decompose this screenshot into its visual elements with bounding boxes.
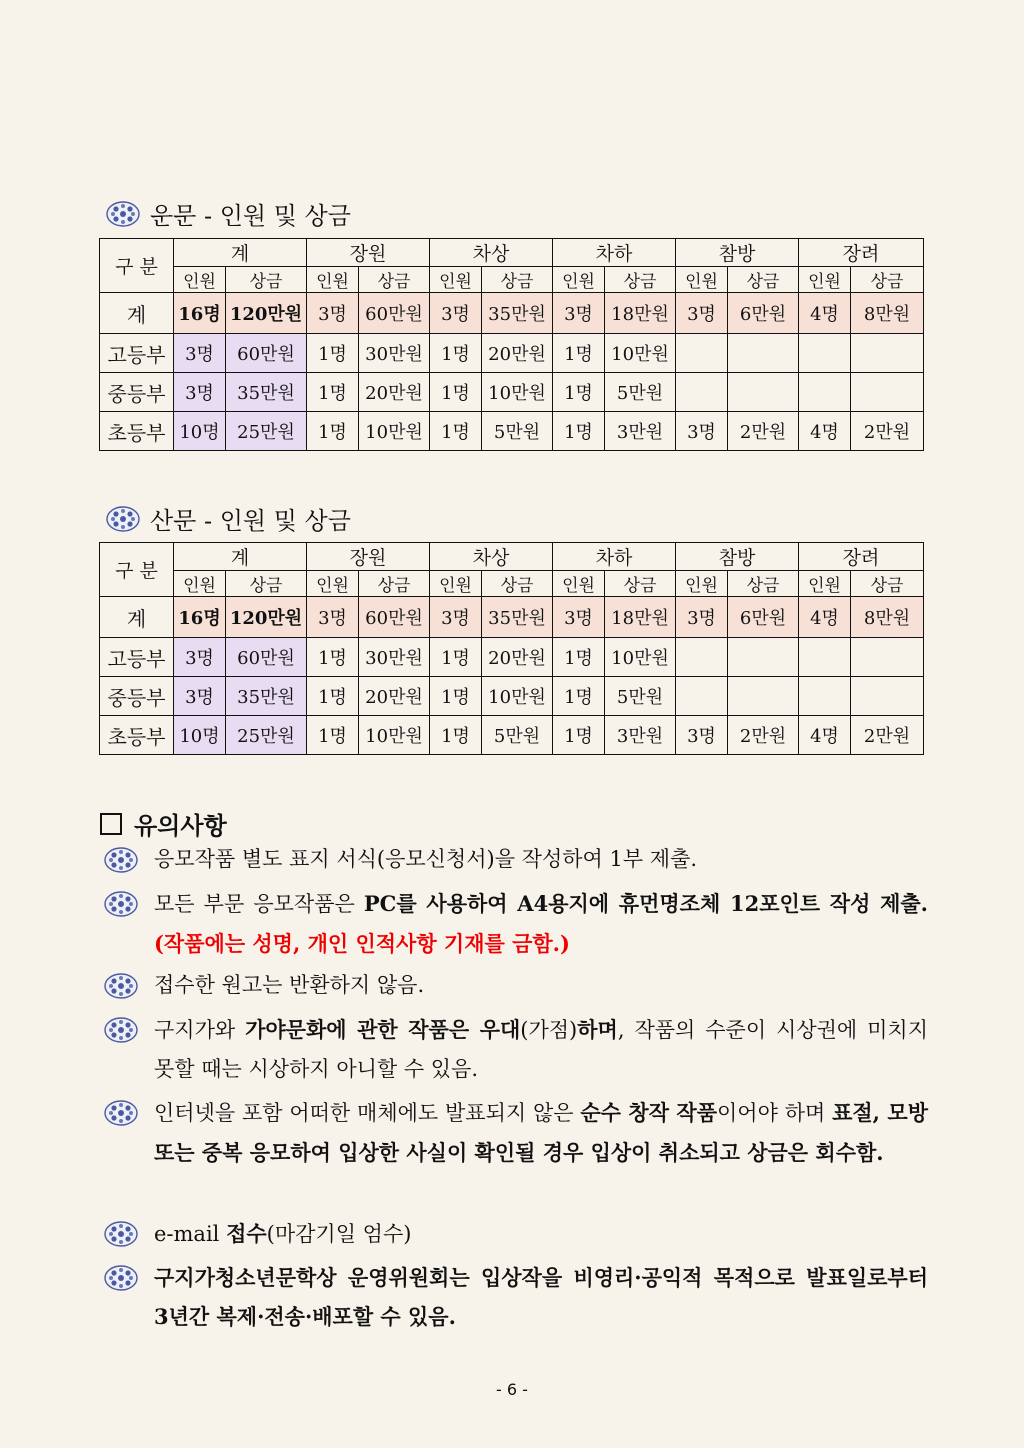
count-header: 인원 bbox=[430, 267, 482, 293]
table-cell: 3명 bbox=[307, 293, 359, 334]
table-cell: 10만원 bbox=[359, 412, 430, 451]
table-cell: 1명 bbox=[430, 677, 482, 716]
count-header: 인원 bbox=[553, 571, 605, 597]
table-cell: 18만원 bbox=[605, 597, 676, 638]
table-cell bbox=[728, 677, 799, 716]
table-cell: 4명 bbox=[799, 293, 851, 334]
award-group-header: 차상 bbox=[430, 239, 553, 267]
table-cell bbox=[728, 334, 799, 373]
table-cell: 3만원 bbox=[605, 716, 676, 755]
note-6 bbox=[104, 1214, 928, 1254]
notes-title: 유의사항 bbox=[100, 806, 227, 841]
table-cell: 25만원 bbox=[226, 412, 307, 451]
count-header: 인원 bbox=[307, 267, 359, 293]
table-cell: 3명 bbox=[307, 597, 359, 638]
table-cell: 4명 bbox=[799, 716, 851, 755]
flower-bullet-icon bbox=[104, 1265, 138, 1291]
prize-header: 상금 bbox=[851, 571, 924, 597]
count-header: 인원 bbox=[430, 571, 482, 597]
table-cell: 20만원 bbox=[359, 677, 430, 716]
table-cell: 1명 bbox=[307, 373, 359, 412]
note-7 bbox=[104, 1258, 928, 1336]
table-cell: 1명 bbox=[430, 638, 482, 677]
table-cell bbox=[676, 373, 728, 412]
note-text: 접수한 원고는 반환하지 않음. bbox=[154, 973, 425, 997]
table-cell: 60만원 bbox=[359, 293, 430, 334]
flower-bullet-icon bbox=[106, 506, 140, 532]
table-cell: 1명 bbox=[553, 412, 605, 451]
table-row bbox=[100, 597, 924, 638]
table-cell: 20만원 bbox=[482, 638, 553, 677]
award-group-header: 참방 bbox=[676, 239, 799, 267]
table-cell bbox=[728, 373, 799, 412]
row-label: 고등부 bbox=[100, 638, 174, 677]
flower-bullet-icon bbox=[104, 1100, 138, 1126]
award-group-header: 장원 bbox=[307, 239, 430, 267]
table-cell: 10만원 bbox=[482, 373, 553, 412]
table-cell: 20만원 bbox=[482, 334, 553, 373]
table-row bbox=[100, 412, 924, 451]
award-group-header: 차상 bbox=[430, 543, 553, 571]
table-cell: 25만원 bbox=[226, 716, 307, 755]
table-cell: 2만원 bbox=[728, 716, 799, 755]
page-number: - 6 - bbox=[496, 1380, 528, 1399]
table-cell bbox=[728, 638, 799, 677]
table-cell: 1명 bbox=[553, 677, 605, 716]
row-label: 계 bbox=[100, 597, 174, 638]
prize-header: 상금 bbox=[359, 267, 430, 293]
table-cell: 120만원 bbox=[226, 597, 307, 638]
table-row bbox=[100, 293, 924, 334]
table-cell: 10만원 bbox=[605, 334, 676, 373]
note-3 bbox=[104, 966, 928, 1005]
table-cell: 4명 bbox=[799, 412, 851, 451]
award-group-header: 계 bbox=[174, 239, 307, 267]
award-group-header: 차하 bbox=[553, 543, 676, 571]
table-cell: 3명 bbox=[174, 677, 226, 716]
note-text: 구지가청소년문학상 운영위원회는 입상작을 비영리·공익적 목적으로 발표일로부터 3년간 복제·전송·배포할 수 있음. bbox=[154, 1265, 928, 1329]
table-cell: 35만원 bbox=[226, 373, 307, 412]
note-text: 모든 부문 응모작품은 PC를 사용하여 A4용지에 휴먼명조체 12포인트 작성 제출. (작품에는 성명, 개인 인적사항 기재를 금함.) bbox=[154, 891, 928, 956]
row-label: 초등부 bbox=[100, 412, 174, 451]
table-cell bbox=[799, 638, 851, 677]
table-cell: 30만원 bbox=[359, 638, 430, 677]
note-text: 구지가와 가야문화에 관한 작품은 우대(가점)하며, 작품의 수준이 시상권에 미치지 못할 때는 시상하지 아니할 수 있음. bbox=[154, 1017, 928, 1081]
table-cell: 2만원 bbox=[728, 412, 799, 451]
count-header: 인원 bbox=[799, 267, 851, 293]
table-row bbox=[100, 716, 924, 755]
table-cell: 1명 bbox=[307, 638, 359, 677]
count-header: 인원 bbox=[174, 571, 226, 597]
table-cell: 35만원 bbox=[482, 293, 553, 334]
table-cell: 35만원 bbox=[226, 677, 307, 716]
note-1 bbox=[104, 840, 928, 879]
table-cell: 5만원 bbox=[605, 373, 676, 412]
count-header: 인원 bbox=[676, 571, 728, 597]
table-cell: 6만원 bbox=[728, 293, 799, 334]
table-cell: 10명 bbox=[174, 412, 226, 451]
table-cell: 120만원 bbox=[226, 293, 307, 334]
award-group-header: 차하 bbox=[553, 239, 676, 267]
prize-header: 상금 bbox=[728, 571, 799, 597]
table-cell: 1명 bbox=[307, 412, 359, 451]
table-cell: 3명 bbox=[174, 334, 226, 373]
table-cell bbox=[799, 373, 851, 412]
note-4 bbox=[104, 1010, 928, 1089]
table-cell: 5만원 bbox=[482, 716, 553, 755]
table-cell bbox=[851, 334, 924, 373]
flower-bullet-icon bbox=[104, 847, 138, 873]
award-group-header: 장원 bbox=[307, 543, 430, 571]
count-header: 인원 bbox=[676, 267, 728, 293]
prize-header: 상금 bbox=[605, 571, 676, 597]
table-cell bbox=[851, 373, 924, 412]
table-cell: 3명 bbox=[676, 412, 728, 451]
table-cell: 3명 bbox=[430, 293, 482, 334]
table-cell: 35만원 bbox=[482, 597, 553, 638]
note-5 bbox=[104, 1093, 928, 1173]
table-cell: 3만원 bbox=[605, 412, 676, 451]
table-cell: 10만원 bbox=[359, 716, 430, 755]
prize-header: 상금 bbox=[851, 267, 924, 293]
table-row bbox=[100, 677, 924, 716]
table-cell: 6만원 bbox=[728, 597, 799, 638]
table-cell bbox=[676, 334, 728, 373]
table-cell bbox=[676, 677, 728, 716]
table-cell: 1명 bbox=[430, 334, 482, 373]
table-cell: 5만원 bbox=[605, 677, 676, 716]
table-cell: 3명 bbox=[676, 716, 728, 755]
table-cell: 1명 bbox=[430, 373, 482, 412]
table-cell: 10명 bbox=[174, 716, 226, 755]
row-label: 초등부 bbox=[100, 716, 174, 755]
table-cell: 3명 bbox=[553, 597, 605, 638]
table-cell: 1명 bbox=[553, 334, 605, 373]
table-cell: 3명 bbox=[430, 597, 482, 638]
poetry-prize-table bbox=[99, 238, 924, 451]
note-text: 응모작품 별도 표지 서식(응모신청서)을 작성하여 1부 제출. bbox=[154, 847, 698, 871]
award-group-header: 장려 bbox=[799, 239, 924, 267]
table-cell: 8만원 bbox=[851, 293, 924, 334]
prize-header: 상금 bbox=[728, 267, 799, 293]
table-cell: 16명 bbox=[174, 597, 226, 638]
table-row bbox=[100, 373, 924, 412]
table-row bbox=[100, 638, 924, 677]
table-cell: 3명 bbox=[174, 638, 226, 677]
table-cell: 3명 bbox=[174, 373, 226, 412]
table-cell: 16명 bbox=[174, 293, 226, 334]
table-cell: 4명 bbox=[799, 597, 851, 638]
checkbox-square-icon bbox=[100, 813, 122, 835]
count-header: 인원 bbox=[799, 571, 851, 597]
table-cell bbox=[851, 677, 924, 716]
table-cell: 1명 bbox=[553, 373, 605, 412]
table-cell: 1명 bbox=[553, 638, 605, 677]
table-cell: 30만원 bbox=[359, 334, 430, 373]
count-header: 인원 bbox=[307, 571, 359, 597]
prize-header: 상금 bbox=[359, 571, 430, 597]
award-group-header: 계 bbox=[174, 543, 307, 571]
flower-bullet-icon bbox=[104, 891, 138, 917]
table-cell: 60만원 bbox=[226, 638, 307, 677]
flower-bullet-icon bbox=[104, 1017, 138, 1043]
row-label: 중등부 bbox=[100, 373, 174, 412]
table-cell: 3명 bbox=[676, 293, 728, 334]
table-cell: 1명 bbox=[307, 716, 359, 755]
prize-header: 상금 bbox=[226, 267, 307, 293]
note-2 bbox=[104, 884, 928, 964]
table-cell: 1명 bbox=[307, 334, 359, 373]
count-header: 인원 bbox=[553, 267, 605, 293]
table-cell: 60만원 bbox=[226, 334, 307, 373]
count-header: 인원 bbox=[174, 267, 226, 293]
flower-bullet-icon bbox=[104, 973, 138, 999]
table-row bbox=[100, 334, 924, 373]
award-group-header: 참방 bbox=[676, 543, 799, 571]
table-cell: 1명 bbox=[553, 716, 605, 755]
table-cell: 18만원 bbox=[605, 293, 676, 334]
table-cell: 1명 bbox=[430, 716, 482, 755]
table-cell: 60만원 bbox=[359, 597, 430, 638]
table-cell: 20만원 bbox=[359, 373, 430, 412]
table-cell bbox=[799, 334, 851, 373]
table-cell: 3명 bbox=[676, 597, 728, 638]
table-cell bbox=[851, 638, 924, 677]
table-cell: 10만원 bbox=[482, 677, 553, 716]
award-group-header: 장려 bbox=[799, 543, 924, 571]
prize-header: 상금 bbox=[605, 267, 676, 293]
note-text: e-mail 접수(마감기일 엄수) bbox=[154, 1221, 412, 1246]
table-cell: 1명 bbox=[307, 677, 359, 716]
prose-section-title: 산문 - 인원 및 상금 bbox=[106, 501, 351, 536]
table-cell bbox=[676, 638, 728, 677]
poetry-section-title: 운문 - 인원 및 상금 bbox=[106, 196, 351, 231]
prize-header: 상금 bbox=[482, 267, 553, 293]
table-cell bbox=[799, 677, 851, 716]
table-cell: 2만원 bbox=[851, 716, 924, 755]
row-label: 계 bbox=[100, 293, 174, 334]
table-cell: 5만원 bbox=[482, 412, 553, 451]
row-label: 중등부 bbox=[100, 677, 174, 716]
prose-prize-table bbox=[99, 542, 924, 755]
flower-bullet-icon bbox=[104, 1221, 138, 1247]
category-header: 구 분 bbox=[100, 239, 174, 293]
prize-header: 상금 bbox=[482, 571, 553, 597]
note-text: 인터넷을 포함 어떠한 매체에도 발표되지 않은 순수 창작 작품이어야 하며 표절, 모방 또는 중복 응모하여 입상한 사실이 확인될 경우 입상이 취소되고 상금은 회수함. bbox=[154, 1100, 929, 1165]
table-cell: 1명 bbox=[430, 412, 482, 451]
table-cell: 8만원 bbox=[851, 597, 924, 638]
row-label: 고등부 bbox=[100, 334, 174, 373]
table-cell: 10만원 bbox=[605, 638, 676, 677]
table-cell: 3명 bbox=[553, 293, 605, 334]
table-cell: 2만원 bbox=[851, 412, 924, 451]
prize-header: 상금 bbox=[226, 571, 307, 597]
flower-bullet-icon bbox=[106, 201, 140, 227]
category-header: 구 분 bbox=[100, 543, 174, 597]
